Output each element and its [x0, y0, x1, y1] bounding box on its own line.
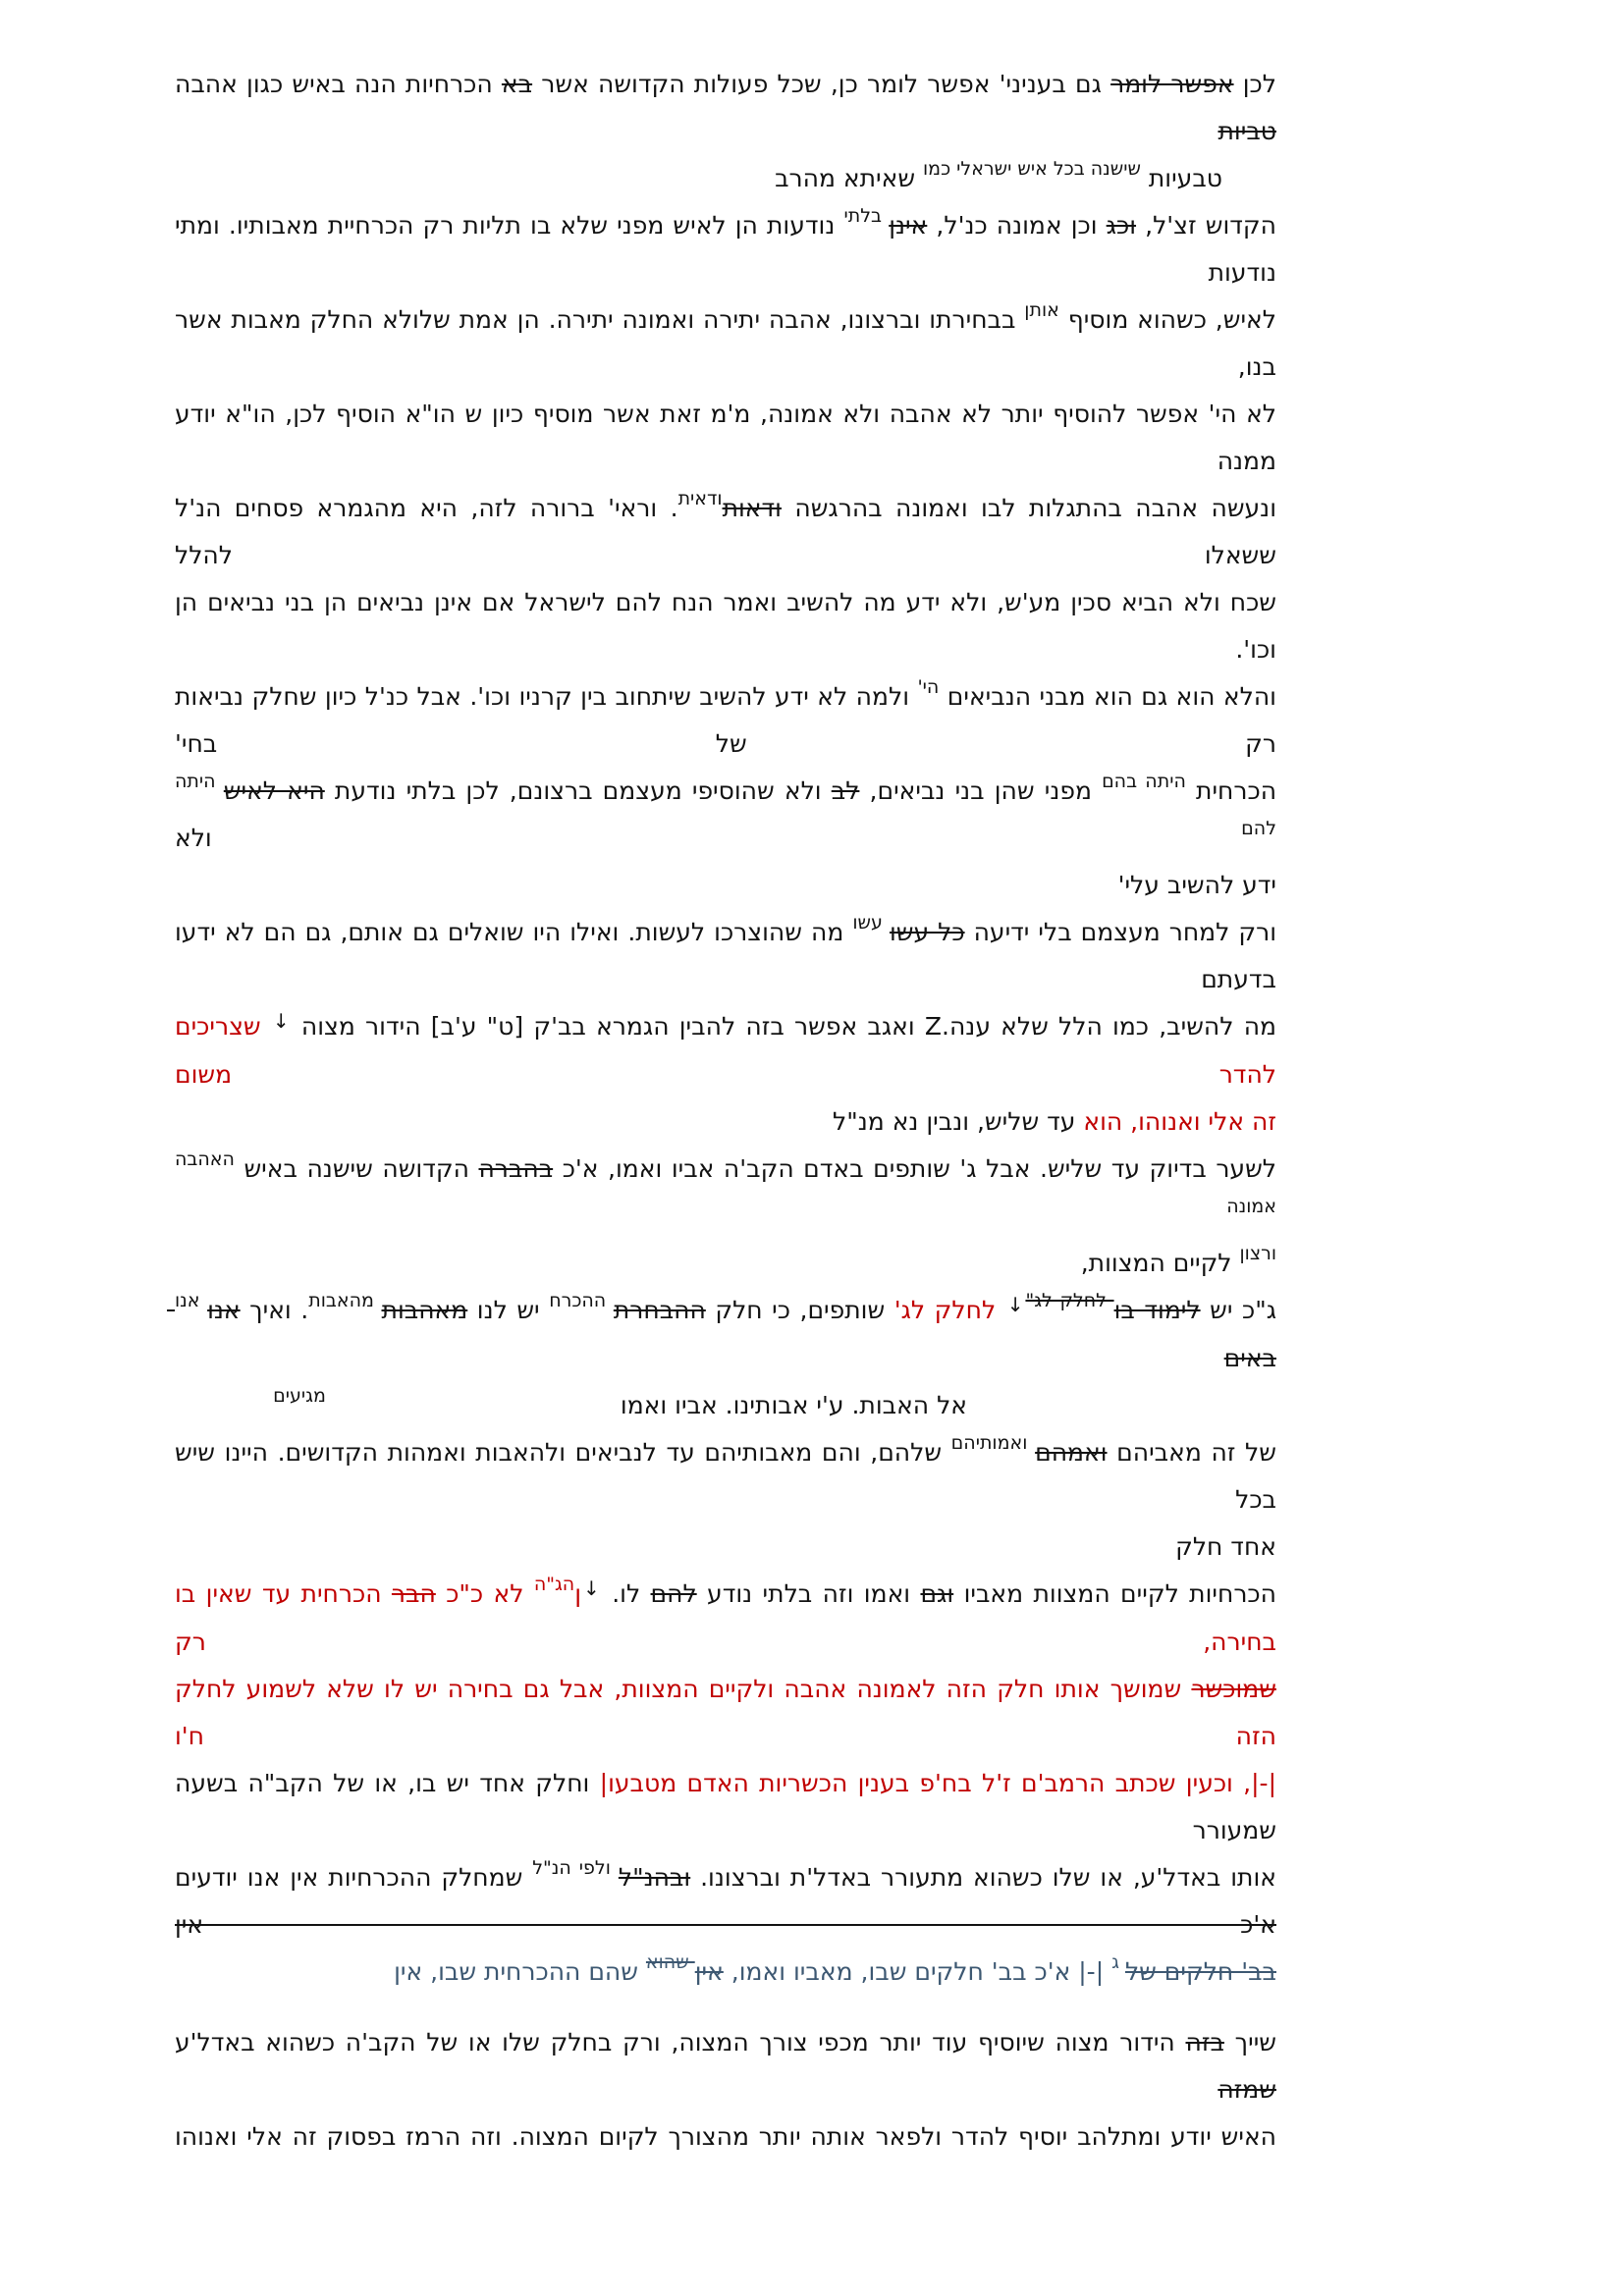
deleted-text: בזה: [1185, 2028, 1224, 2056]
text-segment: ידע להשיב עלי': [1117, 871, 1276, 899]
deleted-text: וגם: [920, 1579, 954, 1608]
inserted-superscript-text: היתה להם: [168, 771, 1276, 839]
text-segment: הכרחיות הנה באיש כגון אהבה: [167, 70, 502, 98]
insertion-arrow-icon: ↓: [1006, 1293, 1024, 1316]
inserted-superscript-text: בלתי: [843, 205, 890, 227]
text-line: [175, 1382, 1276, 1429]
red-deleted-text: שמוכשר: [1191, 1675, 1276, 1703]
text-segment: שלהם, והם מאבותיהם עד לנביאים ולהאבות ואמהות הקדושים. היינו שיש בכל: [167, 1438, 1276, 1514]
deleted-text: לב: [831, 776, 860, 805]
blue-annotation-text: |-| א'כ בב' חלקים שבו, מאביו ואמו,: [723, 1957, 1112, 1986]
blue-deleted-text: בב' חלקים של: [1124, 1957, 1276, 1986]
deleted-text: מאהבות: [381, 1296, 468, 1324]
text-segment: לא הי' אפשר להוסיף יותר לא אהבה ולא אמונה, מ'מ זאת אשר מוסיף כיון ש הו"א הוסיף לכן, הו"א יודע ממנה: [167, 400, 1276, 475]
inserted-superscript-text: ורצון: [1239, 1243, 1276, 1264]
red-annotation-text: הכרחית עד שאין בו בחירה, רק: [167, 1579, 1276, 1656]
text-segment: והלא הוא גם הוא מבני הנביאים: [939, 682, 1276, 711]
text-line: [175, 155, 1276, 202]
text-segment: עד שליש, ונבין נא מנ"ל: [833, 1107, 1084, 1136]
text-segment: לשער בדיוק עד שליש. אבל ג' שותפים באדם הקב'ה אביו ואמו, א'כ: [553, 1154, 1276, 1183]
deleted-text: טביות: [1217, 117, 1276, 145]
text-segment: האיש יודע ומתלהב יוסיף להדר ולפאר אותה יותר מהצורך לקיום המצוה. וזה הרמז בפסוק זה אלי ואנוהו: [175, 2122, 1276, 2151]
text-line: [167, 1287, 1276, 1382]
red-annotation-text: שמושך אותו חלק הזה לאמונה אהבה ולקיים המצוות, אבל גם בחירה יש לו שלא לשמוע לחלק הזה ח'ו: [167, 1675, 1276, 1750]
text-line: [167, 1666, 1276, 1760]
text-line: [167, 1854, 1276, 1949]
deleted-text: באים: [167, 1296, 1276, 1372]
text-segment: ולמה לא ידע להשיב שיתחוב בין קרניו וכו'. אבל כנ'ל כיון שחלק נביאות רק של בחי': [167, 682, 1276, 758]
text-line: [167, 391, 1276, 485]
text-line: [167, 296, 1276, 391]
deleted-text: שמזה: [1217, 2075, 1276, 2104]
text-segment: ולא שהוסיפי מעצמם ברצונם, לכן בלתי נודעת: [324, 776, 832, 805]
spacer: [967, 1413, 1276, 1414]
text-line: [175, 1098, 1276, 1146]
text-segment: שכח ולא הביא סכין מע'ש, ולא ידע מה להשיב ואמר הנח להם לישראל אם אינן נביאים הן בני נביאים הן וכו'.: [167, 588, 1276, 664]
inserted-superscript-text: עשו: [852, 912, 890, 934]
text-line: [175, 1523, 1276, 1571]
text-segment: יש לנו: [467, 1296, 550, 1324]
text-segment: הכרחית: [1185, 776, 1277, 805]
text-segment: ורק למחר מעצמם בלי ידיעה: [964, 918, 1277, 946]
text-line: [167, 1429, 1276, 1523]
text-line: [175, 1240, 1276, 1287]
text-line: [175, 862, 1276, 909]
text-line: [167, 485, 1277, 579]
text-segment: וחלק אחד יש בו, או של הקב"ה בשעה שמעורר: [167, 1769, 1276, 1844]
inserted-superscript-text: ואמותיהם: [950, 1432, 1036, 1454]
deleted-text: כל עשו: [889, 918, 965, 946]
text-line: [167, 909, 1277, 1003]
text-segment: ג"כ יש: [1200, 1296, 1276, 1324]
inserted-superscript-text: היתה בהם: [1102, 771, 1186, 792]
spacer: [1222, 186, 1276, 187]
deleted-text: ובהנ"ל: [618, 1863, 691, 1892]
red-annotation-text: |-|, וכעין שכתב הרמב'ם ז'ל בח'פ בענין הכשריות האדם מטבעו|: [599, 1769, 1276, 1797]
text-segment: לכן: [1233, 70, 1276, 98]
deleted-text: לימוד בו: [1113, 1296, 1201, 1324]
inserted-superscript-text: ההכרח: [549, 1290, 614, 1311]
text-segment: גם בעניני' אפשר לומר כן, שכל פעולות הקדושה אשר: [532, 70, 1111, 98]
text-segment: של זה מאביהם: [1107, 1438, 1276, 1467]
deleted-text: א'כ אין: [175, 1910, 1276, 1939]
text-segment: אותו באדל'ע, או שלו כשהוא מתעורר באדל'ת וברצונו.: [690, 1863, 1276, 1892]
text-segment: לו.: [601, 1579, 651, 1608]
text-segment: אל האבות. ע'י אבותינו. אביו ואמו: [620, 1391, 967, 1419]
deleted-text: ודאות: [722, 494, 782, 522]
inserted-superscript-text: הי': [917, 676, 940, 698]
text-segment: מה שהוצרכו לעשות. ואילו היו שואלים גם אותם, גם הם לא ידעו בדעתם: [167, 918, 1276, 993]
red-deleted-text: הבר: [391, 1579, 436, 1608]
text-segment: ולא: [175, 824, 1242, 852]
text-segment: שייך: [1223, 2028, 1277, 2056]
text-segment: לקיים המצוות,: [1080, 1249, 1240, 1277]
spacer: [326, 1413, 621, 1414]
text-segment: טבעיות: [1140, 164, 1222, 192]
inserted-superscript-text: האהבה אמונה: [168, 1148, 1276, 1217]
insertion-arrow-icon: ↓: [272, 1009, 290, 1033]
red-annotation-text: לא כ"כ: [435, 1579, 534, 1608]
inserted-superscript-text: ולפי הנ"ל: [532, 1857, 619, 1879]
text-line: [167, 202, 1276, 296]
deleted-text: וכג: [1106, 211, 1137, 240]
text-line: [175, 1949, 1276, 1996]
deleted-text: אפשר לומר: [1110, 70, 1234, 98]
text-segment: מה להשיב, כמו הלל שלא ענה.Z ואגב אפשר בזה להבין הגמרא בב'ק [ט" ע'ב] הידור מצוה: [291, 1012, 1277, 1041]
inserted-superscript-text: מהאבות: [308, 1290, 382, 1311]
text-segment: וכן אמונה כנ'ל,: [927, 211, 1107, 240]
deleted-text: בהברה: [478, 1154, 554, 1183]
text-segment: נודעות הן לאיש מפני שלא בו תליות רק הכרחיית מאבותיו. ומתי נודעות: [167, 211, 1276, 287]
text-segment: . ואיך: [240, 1296, 309, 1324]
text-line: [167, 1571, 1276, 1666]
text-segment: ונעשה אהבה בהתגלות לבו ואמונה בהרגשה: [781, 494, 1277, 522]
document-text: [167, 61, 1277, 2161]
text-line: [167, 2019, 1277, 2113]
inserted-superscript-text: מגיעים: [273, 1385, 326, 1407]
deleted-text: בא: [501, 70, 533, 98]
text-segment: אחד חלק: [1175, 1532, 1276, 1561]
deleted-text: אנו: [207, 1296, 241, 1324]
deleted-superscript-text: לחלק לג": [1025, 1290, 1114, 1311]
blue-annotation-text: שהם ההכרחית שבו, אין: [394, 1957, 646, 1986]
text-segment: הידור מצוה שיוסיף עוד יותר מכפי צורך המצוה, ורק בחלק שלו או של הקב'ה כשהוא באדל'ע: [167, 2028, 1186, 2056]
text-line: [167, 579, 1276, 673]
text-line: [175, 2113, 1276, 2161]
inserted-superscript-text: אותן: [1024, 299, 1059, 321]
text-segment: שאיתא מהרב: [775, 164, 923, 192]
red-annotation-text: ן: [574, 1579, 582, 1608]
text-segment: מפני שהן בני נביאים,: [859, 776, 1103, 805]
inserted-superscript-text: אנו: [175, 1290, 208, 1311]
text-segment: שותפים, כי חלק: [705, 1296, 894, 1324]
text-segment: הקדוש זצ'ל,: [1136, 211, 1276, 240]
text-line: [167, 61, 1276, 155]
text-segment: . וראי' ברורה לזה, היא מהגמרא פסחים הנ'ל ששאלו להלל: [167, 494, 1276, 569]
deleted-text: אינן: [889, 211, 928, 240]
deleted-text: להם: [650, 1579, 697, 1608]
blue-deleted-text: אין: [694, 1957, 724, 1986]
text-segment: לאיש, כשהוא מוסיף: [1058, 305, 1276, 334]
red-annotation-text: לחלק לג': [893, 1296, 1005, 1324]
text-segment: הקדושה שישנה באיש: [234, 1154, 479, 1183]
text-segment: ואמו וזה בלתי נודע: [696, 1579, 921, 1608]
text-segment: שמחלק ההכרחיות אין אנו יודעים: [167, 1863, 533, 1892]
text-line: [167, 673, 1276, 768]
red-annotation-text: שצריכים להדר משום: [167, 1012, 1276, 1089]
blue-deleted-superscript: שהוא: [645, 1951, 695, 1973]
text-line: [168, 1146, 1276, 1240]
inserted-superscript-text: ודאית: [677, 488, 723, 509]
text-segment: הכרחיות לקיים המצוות מאביו: [953, 1579, 1276, 1608]
deleted-text: ואמהם: [1035, 1438, 1108, 1467]
text-line: [167, 1003, 1277, 1098]
red-annotation-text: זה אלי ואנוהו, הוא: [1083, 1107, 1276, 1136]
blue-inserted-superscript: ג: [1111, 1951, 1125, 1973]
insertion-arrow-icon: ↓: [583, 1576, 600, 1600]
deleted-text: ההבחרת: [613, 1296, 706, 1324]
text-line: [167, 1760, 1276, 1854]
text-segment: בבחירתו וברצונו, אהבה יתירה ואמונה יתירה. הן אמת שלולא החלק מאבות אשר בנו,: [167, 305, 1276, 381]
red-gloss-marker: הג"ה: [533, 1574, 575, 1595]
inserted-superscript-text: שישנה בכל איש ישראלי כמו: [923, 158, 1141, 180]
deleted-text: היא לאיש: [223, 776, 325, 805]
text-line: [168, 768, 1277, 862]
